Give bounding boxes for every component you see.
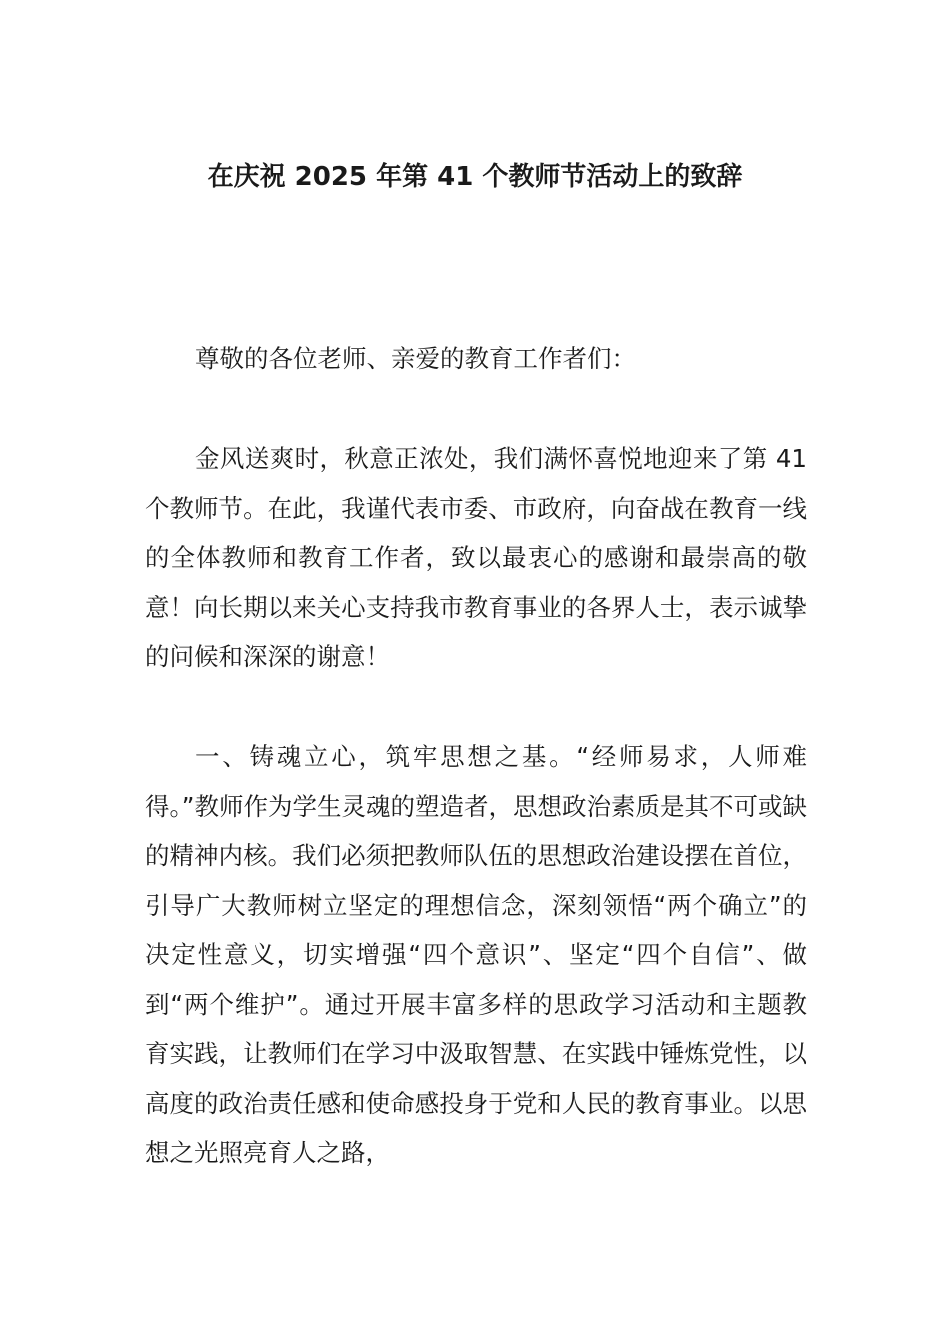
document-title: 在庆祝 2025 年第 41 个教师节活动上的致辞 [207, 162, 743, 192]
paragraph-opening: 金风送爽时，秋意正浓处，我们满怀喜悦地迎来了第 41 个教师节。在此，我谨代表市委、市政府，向奋战在教育一线的全体教师和教育工作者，致以最衷心的感谢和最崇高的敬意！向长期以来关心支持我市教育事业的各界人士，表示诚挚的问候和深深的谢意！ [145, 444, 807, 671]
paragraph-section-one: 一、铸魂立心，筑牢思想之基。“经师易求，人师难得。”教师作为学生灵魂的塑造者，思想政治素质是其不可或缺的精神内核。我们必须把教师队伍的思想政治建设摆在首位，引导广大教师树立坚定的理想信念，深刻领悟“两个确立”的决定性意义，切实增强“四个意识”、坚定“四个自信”、做到“两个维护”。通过开展丰富多样的思政学习活动和主题教育实践，让教师们在学习中汲取智慧、在实践中锤炼党性，以高度的政治责任感和使命感投身于党和人民的教育事业。以思想之光照亮育人之路， [145, 742, 807, 1167]
salutation: 尊敬的各位老师、亲爱的教育工作者们： [195, 344, 636, 373]
